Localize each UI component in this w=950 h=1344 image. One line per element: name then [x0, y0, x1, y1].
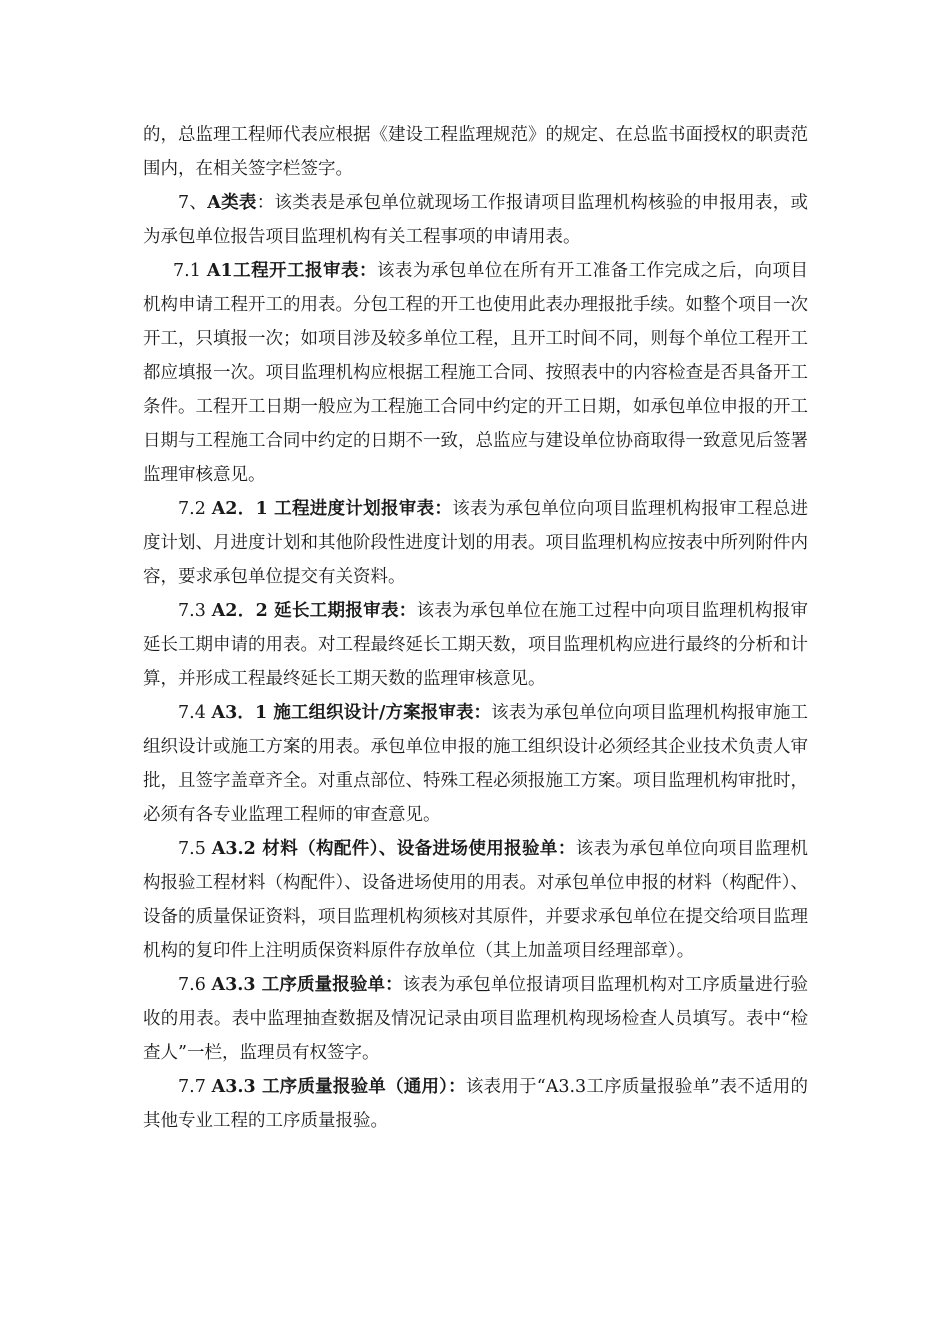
paragraph-section-7-3: [143, 594, 808, 696]
section-heading: A3.2 材料（构配件）、设备进场使用报验单：: [211, 839, 576, 859]
paragraph-body: 该表为承包单位在施工过程中向项目监理机构报审延长工期申请的用表。对工程最终延长工期天数，项目监理机构应进行最终的分析和计算，并形成工程最终延长工期天数的监理审核意见。: [143, 601, 808, 689]
section-number: 7.2: [178, 499, 212, 519]
paragraph-body: 的，总监理工程师代表应根据《建设工程监理规范》的规定、在总监书面授权的职责范围内，在相关签字栏签字。: [143, 125, 808, 179]
section-heading: A3.3 工序质量报验单（通用）：: [211, 1077, 466, 1097]
paragraph-section-7-1: [143, 254, 808, 492]
paragraph-section-7-5: [143, 832, 808, 968]
section-number: 7.4: [178, 703, 212, 723]
paragraph-section-7-2: [143, 492, 808, 594]
paragraph-continuation: [143, 118, 808, 186]
paragraph-body: 该表用于“A3.3工序质量报验单”表不适用的其他专业工程的工序质量报验。: [143, 1077, 808, 1131]
paragraph-section-7-4: [143, 696, 808, 832]
document-body: [143, 118, 808, 1138]
section-heading: A3．1 施工组织设计/方案报审表：: [211, 703, 492, 723]
paragraph-section-7-7: [143, 1070, 808, 1138]
paragraph-body: 该表为承包单位向项目监理机构报审施工组织设计或施工方案的用表。承包单位申报的施工组织设计必须经其企业技术负责人审批，且签字盖章齐全。对重点部位、特殊工程必须报施工方案。项目监理机构审批时，必须有各专业监理工程师的审查意见。: [143, 703, 809, 825]
section-number: 7.1: [173, 261, 207, 281]
paragraph-body: 该表为承包单位在所有开工准备工作完成之后，向项目机构申请工程开工的用表。分包工程的开工也使用此表办理报批手续。如整个项目一次开工，只填报一次；如项目涉及较多单位工程，且开工时间不同，则每个单位工程开工都应填报一次。项目监理机构应根据工程施工合同、按照表中的内容检查是否具备开工条件。工程开工日期一般应为工程施工合同中约定的开工日期，如承包单位申报的开工日期与工程施工合同中约定的日期不一致，总监应与建设单位协商取得一致意见后签署监理审核意见。: [143, 261, 808, 485]
paragraph-section-7: [143, 186, 808, 254]
section-heading: A类表: [207, 193, 257, 213]
section-number: 7.6: [178, 975, 212, 995]
paragraph-body: 该表为承包单位报请项目监理机构对工序质量进行验收的用表。表中监理抽查数据及情况记录由项目监理机构现场检查人员填写。表中“检查人”一栏，监理员有权签字。: [143, 975, 808, 1063]
section-number: 7.3: [178, 601, 212, 621]
section-heading: A3.3 工序质量报验单：: [211, 975, 403, 995]
section-number: 7.7: [178, 1077, 212, 1097]
section-heading: A1工程开工报审表：: [206, 261, 377, 281]
paragraph-body: ：该类表是承包单位就现场工作报请项目监理机构核验的申报用表，或为承包单位报告项目监理机构有关工程事项的申请用表。: [143, 193, 809, 247]
section-heading: A2．2 延长工期报审表：: [211, 601, 417, 621]
paragraph-section-7-6: [143, 968, 808, 1070]
section-number: 7、: [178, 193, 208, 213]
section-heading: A2．1 工程进度计划报审表：: [211, 499, 453, 519]
paragraph-body: 该表为承包单位向项目监理机构报审工程总进度计划、月进度计划和其他阶段性进度计划的用表。项目监理机构应按表中所列附件内容，要求承包单位提交有关资料。: [143, 499, 808, 587]
section-number: 7.5: [178, 839, 212, 859]
paragraph-body: 该表为承包单位向项目监理机构报验工程材料（构配件）、设备进场使用的用表。对承包单位申报的材料（构配件）、设备的质量保证资料，项目监理机构须核对其原件，并要求承包单位在提交给项目监理机构的复印件上注明质保资料原件存放单位（其上加盖项目经理部章）。: [143, 839, 808, 961]
